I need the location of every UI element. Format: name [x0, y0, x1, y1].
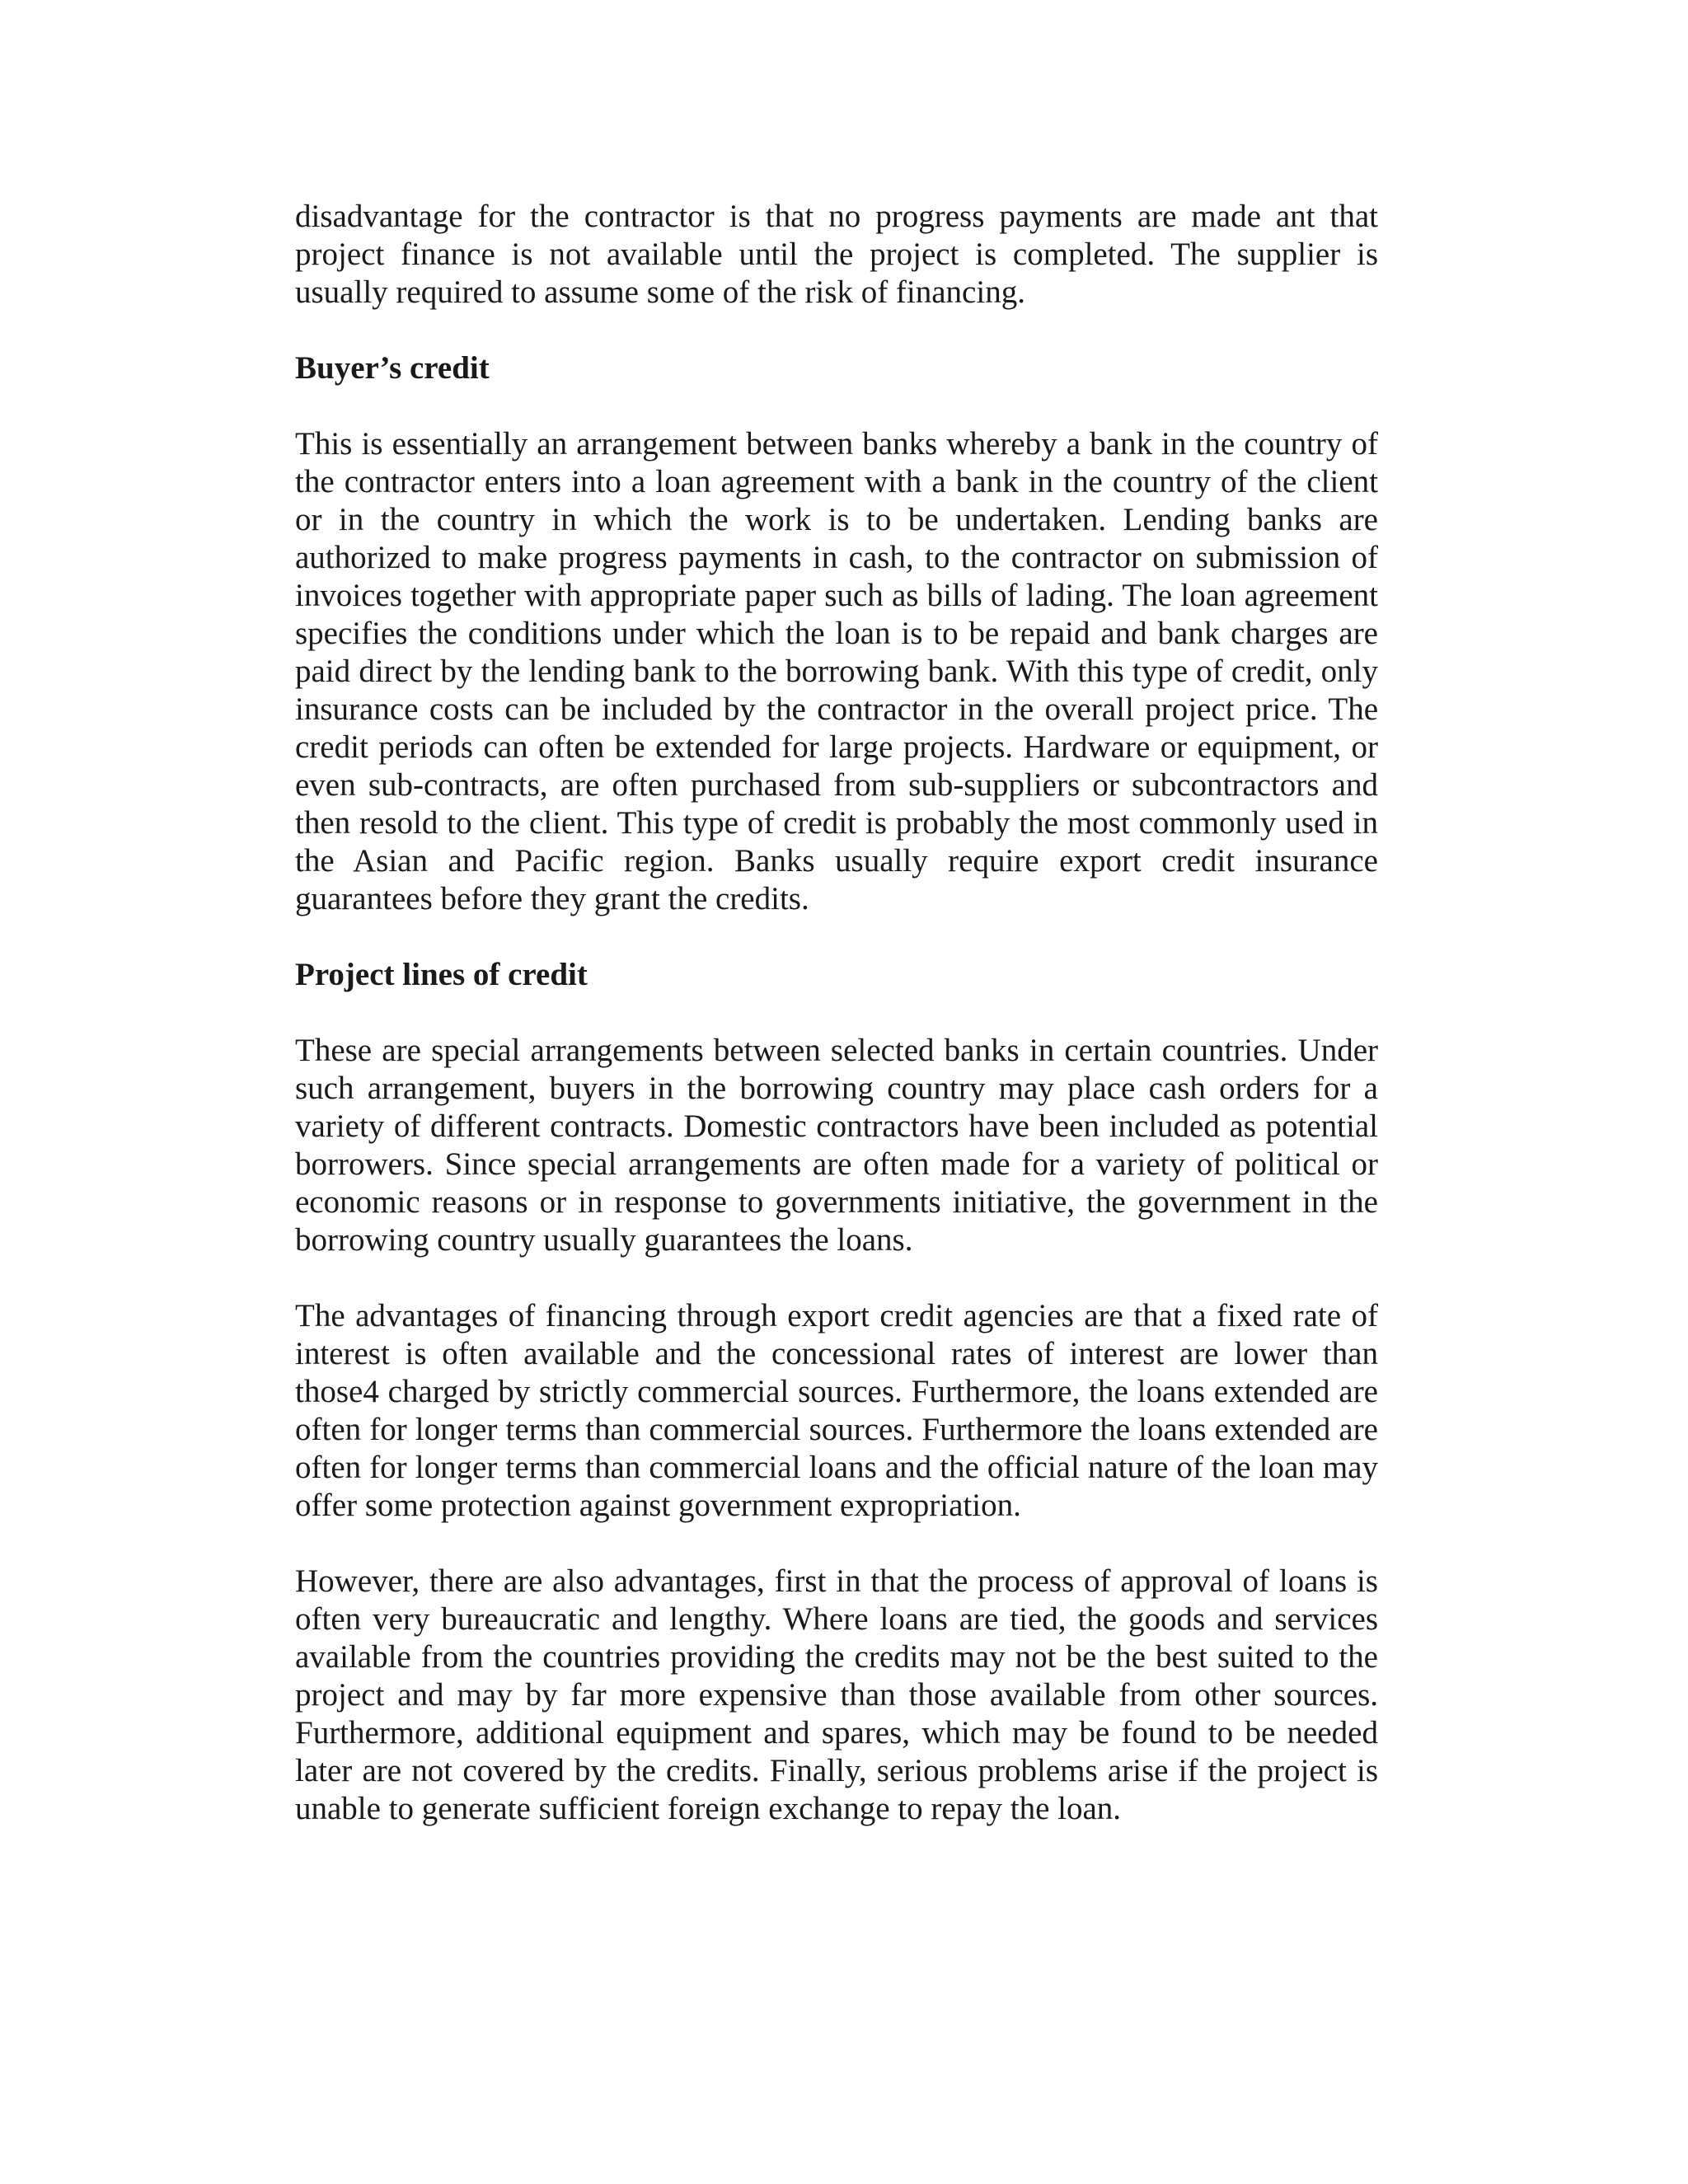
section-heading-buyers-credit: Buyer’s credit [295, 350, 490, 386]
buyers-credit-paragraph: This is essentially an arrangement between banks whereby a bank in the country of the contractor enters into a loan agreement with a bank in the country of the client or in the country in which the work is to be undertaken. Lending banks are authorized to make progress payments in cash, to the contractor on submission of invoices together with appropriate paper such as bills of lading. The loan agreement specifies the conditions under which the loan is to be repaid and bank charges are paid direct by the lending bank to the borrowing bank. With this type of credit, only insurance costs can be included by the contractor in the overall project price. The credit periods can often be extended for large projects. Hardware or equipment, or even sub-contracts, are often purchased from sub-suppliers or subcontractors and then resold to the client. This type of credit is probably the most commonly used in the Asian and Pacific region. Banks usually require export credit insurance guarantees before they grant the credits. [295, 426, 1378, 916]
project-lines-paragraph-1: These are special arrangements between selected banks in certain countries. Under such arrangement, buyers in the borrowing country may place cash orders for a variety of different contracts. Domestic contractors have been included as potential borrowers. Since special arrangements are often made for a variety of political or economic reasons or in response to governments initiative, the government in the borrowing country usually guarantees the loans. [295, 1033, 1378, 1258]
advantages-paragraph: The advantages of financing through export credit agencies are that a fixed rate of interest is often available and the concessional rates of interest are lower than those4 charged by strictly commercial sources. Furthermore, the loans extended are often for longer terms than commercial sources. Furthermore the loans extended are often for longer terms than commercial loans and the official nature of the loan may offer some protection against government expropriation. [295, 1298, 1378, 1523]
intro-paragraph: disadvantage for the contractor is that no progress payments are made ant that project finance is not available until the project is completed. The supplier is usually required to assume some of the risk of financing. [295, 199, 1378, 310]
section-heading-project-lines-of-credit: Project lines of credit [295, 957, 588, 992]
disadvantages-paragraph: However, there are also advantages, first in that the process of approval of loans is often very bureaucratic and lengthy. Where loans are tied, the goods and services available from the countries providing the credits may not be the best suited to the project and may by far more expensive than those available from other sources. Furthermore, additional equipment and spares, which may be found to be needed later are not covered by the credits. Finally, serious problems arise if the project is unable to generate sufficient foreign exchange to repay the loan. [295, 1563, 1378, 1826]
document-body [295, 198, 1378, 1866]
